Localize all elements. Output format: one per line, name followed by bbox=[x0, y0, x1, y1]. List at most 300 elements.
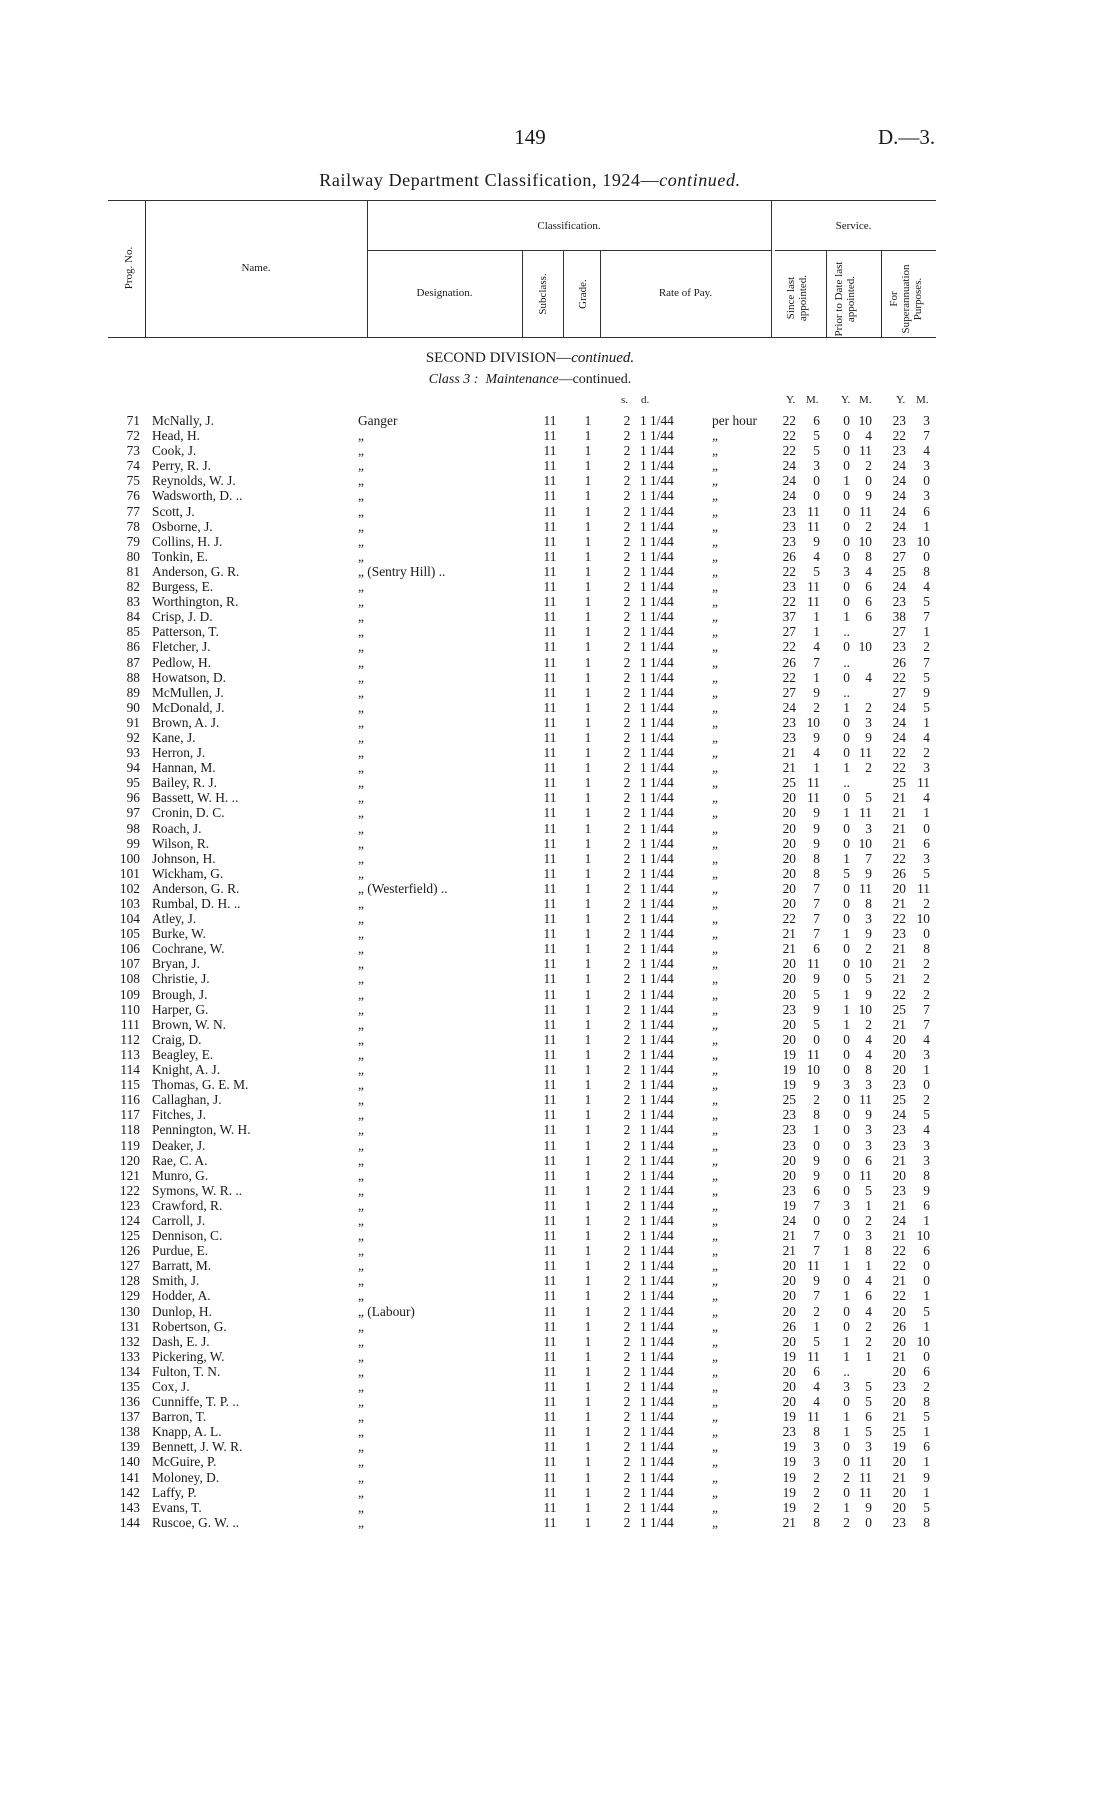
super-years-cell: 22 bbox=[892, 1288, 906, 1304]
pence-cell: 1 1/44 bbox=[640, 1484, 674, 1500]
table-row bbox=[0, 760, 1114, 775]
shillings-cell: 2 bbox=[623, 458, 631, 474]
designation-cell: „ bbox=[358, 1424, 364, 1440]
grade-cell: 1 bbox=[584, 941, 592, 957]
subclass-cell: 11 bbox=[543, 1137, 557, 1153]
designation-cell: „ bbox=[358, 503, 364, 519]
prior-months-cell: 9 bbox=[865, 865, 872, 881]
super-months-cell: 4 bbox=[923, 1031, 930, 1047]
prior-months-cell: 9 bbox=[865, 926, 872, 942]
subclass-cell: 11 bbox=[543, 654, 557, 670]
prior-months-cell: 2 bbox=[865, 518, 872, 534]
name-cell: Knight, A. J. bbox=[152, 1062, 221, 1078]
designation-cell: „ bbox=[358, 518, 364, 534]
subclass-cell: 11 bbox=[543, 1514, 557, 1530]
name-cell: Robertson, G. bbox=[152, 1318, 227, 1334]
since-months-cell: 9 bbox=[813, 1152, 820, 1168]
since-months-cell: 8 bbox=[813, 1514, 820, 1530]
prior-years-cell: 0 bbox=[843, 820, 850, 836]
since-years-cell: 24 bbox=[782, 1212, 796, 1228]
per-cell: „ bbox=[712, 699, 718, 715]
subclass-cell: 11 bbox=[543, 941, 557, 957]
grade-cell: 1 bbox=[584, 533, 592, 549]
table-row bbox=[0, 1409, 1114, 1424]
designation-cell: „ bbox=[358, 850, 364, 866]
per-cell: „ bbox=[712, 1077, 718, 1093]
prior-months-cell: 8 bbox=[865, 1062, 872, 1078]
since-months-cell: 11 bbox=[807, 518, 820, 534]
designation-cell: „ bbox=[358, 820, 364, 836]
since-years-cell: 27 bbox=[782, 624, 796, 640]
table-row bbox=[0, 1485, 1114, 1500]
since-years-cell: 24 bbox=[782, 458, 796, 474]
table-row bbox=[0, 1379, 1114, 1394]
designation-cell: „ bbox=[358, 1046, 364, 1062]
since-months-cell: 5 bbox=[813, 428, 820, 444]
super-years-cell: 21 bbox=[892, 790, 906, 806]
pence-cell: 1 1/44 bbox=[640, 835, 674, 851]
super-years-cell: 21 bbox=[892, 971, 906, 987]
pence-cell: 1 1/44 bbox=[640, 714, 674, 730]
designation-cell: „ bbox=[358, 911, 364, 927]
shillings-cell: 2 bbox=[623, 699, 631, 715]
per-cell: „ bbox=[712, 941, 718, 957]
shillings-cell: 2 bbox=[623, 1318, 631, 1334]
prog-no-cell: 144 bbox=[119, 1514, 140, 1530]
prog-no-cell: 98 bbox=[126, 820, 140, 836]
super-months-cell: 10 bbox=[916, 911, 930, 927]
super-years-cell: 22 bbox=[892, 911, 906, 927]
since-months-cell: 7 bbox=[813, 926, 820, 942]
since-years-cell: 26 bbox=[782, 548, 796, 564]
super-years-cell: 23 bbox=[892, 926, 906, 942]
prior-years-cell: 1 bbox=[843, 1288, 850, 1304]
designation-cell: „ bbox=[358, 1379, 364, 1394]
prog-no-cell: 74 bbox=[126, 458, 140, 474]
prior-months-cell: 10 bbox=[858, 1001, 872, 1017]
shillings-cell: 2 bbox=[623, 1303, 631, 1319]
super-months-cell: 10 bbox=[916, 533, 930, 549]
table-row bbox=[0, 1304, 1114, 1319]
subclass-cell: 11 bbox=[543, 1046, 557, 1062]
prog-no-cell: 86 bbox=[126, 639, 140, 655]
table-row bbox=[0, 1454, 1114, 1469]
name-cell: Bryan, J. bbox=[152, 956, 200, 972]
pence-cell: 1 1/44 bbox=[640, 443, 674, 459]
super-months-cell: 2 bbox=[923, 896, 930, 911]
designation-cell: „ bbox=[358, 1258, 364, 1274]
pence-cell: 1 1/44 bbox=[640, 473, 674, 489]
prog-no-cell: 78 bbox=[126, 518, 140, 534]
shillings-cell: 2 bbox=[623, 654, 631, 670]
shillings-cell: 2 bbox=[623, 1046, 631, 1062]
since-years-cell: 21 bbox=[782, 760, 796, 776]
name-cell: Fletcher, J. bbox=[152, 639, 211, 655]
prior-years-cell: 3 bbox=[843, 1379, 850, 1394]
subclass-cell: 11 bbox=[543, 1167, 557, 1183]
name-cell: Burke, W. bbox=[152, 926, 206, 942]
per-cell: „ bbox=[712, 926, 718, 942]
since-months-cell: 9 bbox=[813, 729, 820, 745]
name-cell: Anderson, G. R. bbox=[152, 563, 240, 579]
subclass-cell: 11 bbox=[543, 850, 557, 866]
prior-months-cell: 2 bbox=[865, 458, 872, 474]
per-cell: „ bbox=[712, 896, 718, 911]
super-years-cell: 23 bbox=[892, 1379, 906, 1394]
name-cell: Johnson, H. bbox=[152, 850, 216, 866]
class-heading bbox=[0, 372, 1060, 388]
grade-cell: 1 bbox=[584, 428, 592, 444]
subclass-cell: 11 bbox=[543, 1243, 557, 1259]
unit-months-super: M. bbox=[916, 394, 929, 406]
prog-no-cell: 111 bbox=[120, 1016, 140, 1032]
subclass-cell: 11 bbox=[543, 1454, 557, 1470]
super-years-cell: 21 bbox=[892, 805, 906, 821]
prior-years-cell: 0 bbox=[843, 1273, 850, 1289]
super-years-cell: 23 bbox=[892, 639, 906, 655]
shillings-cell: 2 bbox=[623, 413, 631, 428]
per-cell: „ bbox=[712, 865, 718, 881]
name-cell: Knapp, A. L. bbox=[152, 1424, 222, 1440]
super-months-cell: 4 bbox=[923, 443, 930, 459]
table-row bbox=[0, 428, 1114, 443]
name-cell: Bailey, R. J. bbox=[152, 775, 217, 791]
super-months-cell: 1 bbox=[923, 1062, 930, 1078]
super-months-cell: 7 bbox=[923, 1001, 930, 1017]
super-months-cell: 2 bbox=[923, 956, 930, 972]
super-months-cell: 3 bbox=[923, 488, 930, 504]
prog-no-cell: 88 bbox=[126, 669, 140, 685]
pence-cell: 1 1/44 bbox=[640, 1318, 674, 1334]
name-cell: Crawford, R. bbox=[152, 1197, 223, 1213]
prior-years-cell: .. bbox=[843, 775, 850, 791]
super-years-cell: 21 bbox=[892, 1228, 906, 1244]
shillings-cell: 2 bbox=[623, 850, 631, 866]
shillings-cell: 2 bbox=[623, 1122, 631, 1138]
table-row bbox=[0, 1017, 1114, 1032]
header-classification: Classification. bbox=[537, 220, 601, 232]
shillings-cell: 2 bbox=[623, 865, 631, 881]
shillings-cell: 2 bbox=[623, 1439, 631, 1455]
prior-years-cell: 0 bbox=[843, 956, 850, 972]
prior-months-cell: 11 bbox=[859, 503, 872, 519]
since-months-cell: 6 bbox=[813, 1182, 820, 1198]
designation-cell: „ bbox=[358, 1001, 364, 1017]
prior-years-cell: 0 bbox=[843, 1394, 850, 1410]
name-cell: Cook, J. bbox=[152, 443, 197, 459]
prior-months-cell: 2 bbox=[865, 699, 872, 715]
shillings-cell: 2 bbox=[623, 1137, 631, 1153]
name-cell: Moloney, D. bbox=[152, 1469, 220, 1485]
designation-cell: „ bbox=[358, 926, 364, 942]
grade-cell: 1 bbox=[584, 911, 592, 927]
since-years-cell: 21 bbox=[782, 1228, 796, 1244]
per-cell: „ bbox=[712, 1122, 718, 1138]
since-months-cell: 8 bbox=[813, 1424, 820, 1440]
table-row bbox=[0, 1198, 1114, 1213]
prior-months-cell: 2 bbox=[865, 1333, 872, 1349]
super-months-cell: 6 bbox=[923, 1439, 930, 1455]
division-heading bbox=[0, 350, 1060, 367]
since-years-cell: 23 bbox=[782, 518, 796, 534]
prog-no-cell: 121 bbox=[119, 1167, 140, 1183]
grade-cell: 1 bbox=[584, 1394, 592, 1410]
prior-years-cell: 1 bbox=[843, 699, 850, 715]
prog-no-cell: 117 bbox=[120, 1107, 140, 1123]
designation-cell: „ bbox=[358, 699, 364, 715]
since-months-cell: 1 bbox=[813, 624, 820, 640]
name-cell: Evans, T. bbox=[152, 1499, 202, 1515]
unit-years-super: Y. bbox=[896, 394, 906, 406]
super-months-cell: 5 bbox=[923, 1107, 930, 1123]
prog-no-cell: 72 bbox=[126, 428, 140, 444]
since-years-cell: 19 bbox=[782, 1439, 796, 1455]
division-title: SECOND DIVISION— bbox=[425, 350, 572, 366]
shillings-cell: 2 bbox=[623, 503, 631, 519]
prog-no-cell: 101 bbox=[119, 865, 140, 881]
prog-no-cell: 115 bbox=[120, 1077, 140, 1093]
prior-months-cell: 0 bbox=[865, 473, 872, 489]
designation-cell: „ bbox=[358, 1409, 364, 1425]
since-months-cell: 9 bbox=[813, 1273, 820, 1289]
prog-no-cell: 140 bbox=[119, 1454, 140, 1470]
since-months-cell: 5 bbox=[813, 986, 820, 1002]
table-row bbox=[0, 987, 1114, 1002]
pence-cell: 1 1/44 bbox=[640, 850, 674, 866]
prior-months-cell: 4 bbox=[865, 1273, 872, 1289]
super-years-cell: 21 bbox=[892, 956, 906, 972]
subclass-cell: 11 bbox=[543, 1197, 557, 1213]
header-rate-of-pay: Rate of Pay. bbox=[658, 287, 713, 299]
subclass-cell: 11 bbox=[543, 1333, 557, 1349]
name-cell: Christie, J. bbox=[152, 971, 210, 987]
per-cell: „ bbox=[712, 1318, 718, 1334]
designation-cell: „ (Sentry Hill) .. bbox=[358, 563, 446, 579]
prior-years-cell: .. bbox=[843, 684, 850, 700]
subclass-cell: 11 bbox=[543, 1424, 557, 1440]
table-row bbox=[0, 1515, 1114, 1530]
since-months-cell: 9 bbox=[813, 820, 820, 836]
prior-years-cell: 1 bbox=[843, 1258, 850, 1274]
super-years-cell: 20 bbox=[892, 1394, 906, 1410]
per-cell: „ bbox=[712, 714, 718, 730]
since-months-cell: 5 bbox=[813, 1016, 820, 1032]
per-cell: „ bbox=[712, 1062, 718, 1078]
per-cell: „ bbox=[712, 1454, 718, 1470]
since-years-cell: 20 bbox=[782, 790, 796, 806]
super-months-cell: 3 bbox=[923, 760, 930, 776]
subclass-cell: 11 bbox=[543, 428, 557, 444]
since-years-cell: 20 bbox=[782, 971, 796, 987]
subclass-cell: 11 bbox=[543, 1409, 557, 1425]
super-months-cell: 1 bbox=[923, 1288, 930, 1304]
per-cell: „ bbox=[712, 1439, 718, 1455]
super-months-cell: 3 bbox=[923, 413, 930, 428]
prog-no-cell: 90 bbox=[126, 699, 140, 715]
pence-cell: 1 1/44 bbox=[640, 1212, 674, 1228]
shillings-cell: 2 bbox=[623, 428, 631, 444]
designation-cell: „ bbox=[358, 594, 364, 610]
prior-months-cell: 2 bbox=[865, 1212, 872, 1228]
pence-cell: 1 1/44 bbox=[640, 458, 674, 474]
table-row bbox=[0, 1047, 1114, 1062]
grade-cell: 1 bbox=[584, 1363, 592, 1379]
prior-years-cell: 3 bbox=[843, 1077, 850, 1093]
per-cell: „ bbox=[712, 669, 718, 685]
prior-months-cell: 11 bbox=[859, 745, 872, 761]
super-years-cell: 23 bbox=[892, 1137, 906, 1153]
subclass-cell: 11 bbox=[543, 1228, 557, 1244]
since-years-cell: 23 bbox=[782, 579, 796, 595]
per-cell: „ bbox=[712, 654, 718, 670]
prog-no-cell: 73 bbox=[126, 443, 140, 459]
subclass-cell: 11 bbox=[543, 458, 557, 474]
name-cell: Dennison, C. bbox=[152, 1228, 223, 1244]
prior-months-cell: 6 bbox=[865, 1288, 872, 1304]
grade-cell: 1 bbox=[584, 729, 592, 745]
since-years-cell: 20 bbox=[782, 1031, 796, 1047]
prior-years-cell: 0 bbox=[843, 1062, 850, 1078]
per-cell: „ bbox=[712, 1469, 718, 1485]
name-cell: Beagley, E. bbox=[152, 1046, 214, 1062]
since-years-cell: 22 bbox=[782, 563, 796, 579]
prog-no-cell: 108 bbox=[119, 971, 140, 987]
super-years-cell: 26 bbox=[892, 654, 906, 670]
subclass-cell: 11 bbox=[543, 624, 557, 640]
designation-cell: „ (Westerfield) .. bbox=[358, 880, 448, 896]
designation-cell: „ bbox=[358, 624, 364, 640]
per-cell: „ bbox=[712, 1258, 718, 1274]
prog-no-cell: 81 bbox=[126, 563, 140, 579]
prior-months-cell: 10 bbox=[858, 639, 872, 655]
per-cell: „ bbox=[712, 911, 718, 927]
name-cell: Purdue, E. bbox=[152, 1243, 209, 1259]
pence-cell: 1 1/44 bbox=[640, 1394, 674, 1410]
table-row bbox=[0, 685, 1114, 700]
table-row bbox=[0, 1243, 1114, 1258]
prior-years-cell: 0 bbox=[843, 413, 850, 428]
since-years-cell: 23 bbox=[782, 1424, 796, 1440]
shillings-cell: 2 bbox=[623, 1243, 631, 1259]
prior-months-cell: 9 bbox=[865, 729, 872, 745]
division-continued: continued. bbox=[571, 350, 635, 366]
prog-no-cell: 142 bbox=[119, 1484, 140, 1500]
per-cell: „ bbox=[712, 1092, 718, 1108]
unit-months-prior: M. bbox=[859, 394, 872, 406]
since-years-cell: 37 bbox=[782, 609, 796, 625]
prog-no-cell: 84 bbox=[126, 609, 140, 625]
grade-cell: 1 bbox=[584, 1439, 592, 1455]
col-divider bbox=[145, 200, 146, 337]
grade-cell: 1 bbox=[584, 1379, 592, 1394]
designation-cell: „ bbox=[358, 1077, 364, 1093]
name-cell: McDonald, J. bbox=[152, 699, 225, 715]
super-years-cell: 22 bbox=[892, 428, 906, 444]
since-months-cell: 8 bbox=[813, 1107, 820, 1123]
name-cell: Wadsworth, D. .. bbox=[152, 488, 243, 504]
since-months-cell: 0 bbox=[813, 488, 820, 504]
since-months-cell: 1 bbox=[813, 1318, 820, 1334]
since-months-cell: 11 bbox=[807, 1409, 820, 1425]
grade-cell: 1 bbox=[584, 1167, 592, 1183]
per-cell: „ bbox=[712, 775, 718, 791]
super-months-cell: 1 bbox=[923, 624, 930, 640]
grade-cell: 1 bbox=[584, 579, 592, 595]
super-months-cell: 7 bbox=[923, 654, 930, 670]
grade-cell: 1 bbox=[584, 835, 592, 851]
per-cell: „ bbox=[712, 1394, 718, 1410]
super-years-cell: 21 bbox=[892, 1469, 906, 1485]
prog-no-cell: 92 bbox=[126, 729, 140, 745]
shillings-cell: 2 bbox=[623, 745, 631, 761]
pence-cell: 1 1/44 bbox=[640, 563, 674, 579]
designation-cell: „ bbox=[358, 1484, 364, 1500]
prior-months-cell: 5 bbox=[865, 790, 872, 806]
prior-months-cell: 10 bbox=[858, 533, 872, 549]
table-row bbox=[0, 1138, 1114, 1153]
since-months-cell: 4 bbox=[813, 1394, 820, 1410]
name-cell: Cunniffe, T. P. .. bbox=[152, 1394, 240, 1410]
prior-months-cell: 3 bbox=[865, 1122, 872, 1138]
super-years-cell: 24 bbox=[892, 699, 906, 715]
grade-cell: 1 bbox=[584, 1062, 592, 1078]
per-cell: „ bbox=[712, 1031, 718, 1047]
designation-cell: „ bbox=[358, 473, 364, 489]
since-years-cell: 23 bbox=[782, 503, 796, 519]
shillings-cell: 2 bbox=[623, 941, 631, 957]
per-cell: per hour bbox=[712, 413, 757, 428]
prog-no-cell: 133 bbox=[119, 1348, 140, 1364]
since-years-cell: 22 bbox=[782, 413, 796, 428]
shillings-cell: 2 bbox=[623, 669, 631, 685]
pence-cell: 1 1/44 bbox=[640, 699, 674, 715]
table-row bbox=[0, 549, 1114, 564]
name-cell: Dash, E. J. bbox=[152, 1333, 210, 1349]
prior-years-cell: 0 bbox=[843, 1318, 850, 1334]
shillings-cell: 2 bbox=[623, 775, 631, 791]
prior-years-cell: 0 bbox=[843, 579, 850, 595]
since-years-cell: 23 bbox=[782, 1001, 796, 1017]
name-cell: Ruscoe, G. W. .. bbox=[152, 1514, 240, 1530]
prior-years-cell: 1 bbox=[843, 1499, 850, 1515]
designation-cell: „ bbox=[358, 865, 364, 881]
prior-months-cell: 8 bbox=[865, 1243, 872, 1259]
super-years-cell: 27 bbox=[892, 684, 906, 700]
col-divider bbox=[522, 250, 523, 337]
since-years-cell: 19 bbox=[782, 1409, 796, 1425]
name-cell: Bassett, W. H. .. bbox=[152, 790, 239, 806]
prior-months-cell: 6 bbox=[865, 609, 872, 625]
prior-months-cell: 5 bbox=[865, 1182, 872, 1198]
name-cell: Osborne, J. bbox=[152, 518, 213, 534]
name-cell: Harper, G. bbox=[152, 1001, 209, 1017]
per-cell: „ bbox=[712, 1348, 718, 1364]
table-row bbox=[0, 1002, 1114, 1017]
grade-cell: 1 bbox=[584, 1499, 592, 1515]
name-cell: Wickham, G. bbox=[152, 865, 224, 881]
pence-cell: 1 1/44 bbox=[640, 1228, 674, 1244]
prog-no-cell: 143 bbox=[119, 1499, 140, 1515]
shillings-cell: 2 bbox=[623, 1092, 631, 1108]
super-years-cell: 20 bbox=[892, 1303, 906, 1319]
prior-months-cell: 10 bbox=[858, 956, 872, 972]
super-years-cell: 24 bbox=[892, 729, 906, 745]
subclass-cell: 11 bbox=[543, 1484, 557, 1500]
unit-months-since: M. bbox=[806, 394, 819, 406]
shillings-cell: 2 bbox=[623, 1454, 631, 1470]
name-cell: Crisp, J. D. bbox=[152, 609, 213, 625]
table-row bbox=[0, 1122, 1114, 1137]
